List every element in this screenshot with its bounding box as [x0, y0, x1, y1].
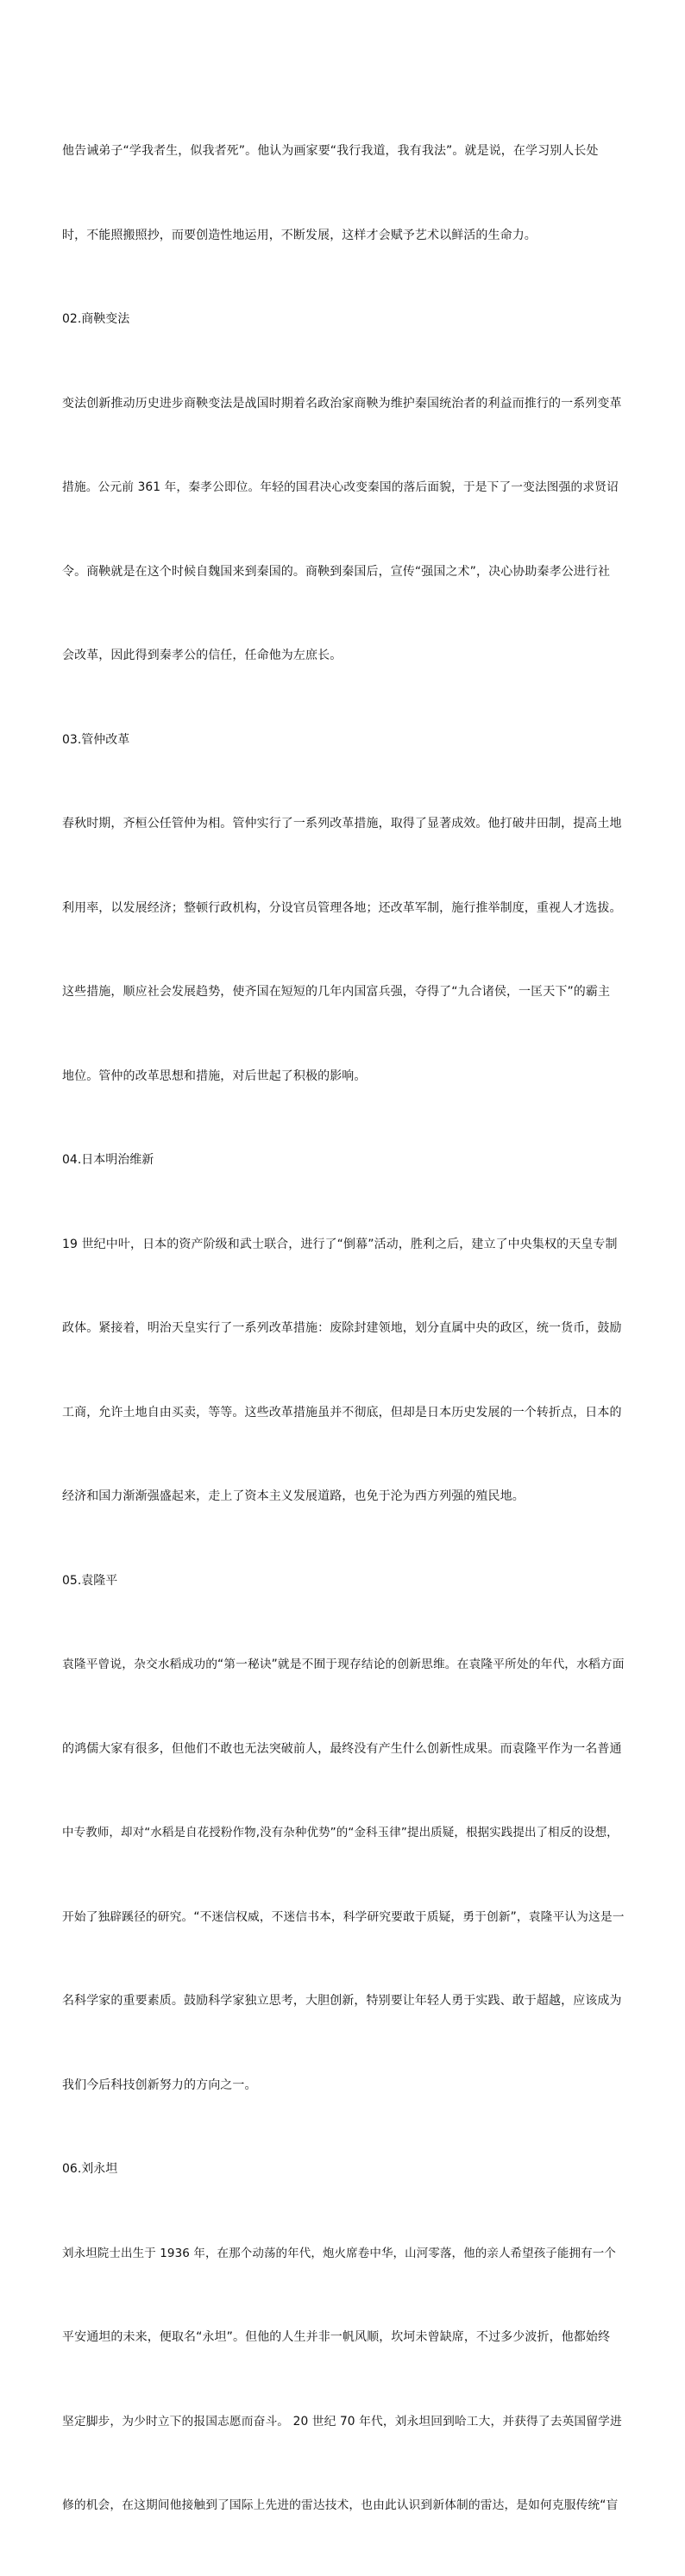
text-line: 经济和国力渐渐强盛起来，走上了资本主义发展道路，也免于沦为西方列强的殖民地。 [62, 1489, 525, 1503]
section-meiji [62, 1146, 625, 1567]
text-line: 的鸿儒大家有很多，但他们不敢也无法突破前人，最终没有产生什么创新性成果。而袁隆平作为一名普通 [62, 1741, 622, 1756]
text-line: 开始了独辟蹊径的研究。“不迷信权威，不迷信书本，科学研究要敢于质疑，勇于创新”，袁隆平认为这是一 [62, 1909, 625, 1924]
text-line: 中专教师，却对“水稻是自花授粉作物,没有杂种优势”的“金科玉律”提出质疑，根据实践提出了相反的设想， [62, 1826, 619, 1840]
text-line: 19 世纪中叶，日本的资产阶级和武士联合，进行了“倒幕”活动，胜利之后，建立了中央集权的天皇专制 [62, 1237, 618, 1251]
section-heading: 03.管仲改革 [62, 732, 130, 747]
text-line: 名科学家的重要素质。鼓励科学家独立思考，大胆创新，特别要让年轻人勇于实践、敢于超越，应该成为 [62, 1994, 622, 2008]
text-line: 利用率，以发展经济；整顿行政机构，分设官员管理各地；还改革军制，施行推举制度，重视人才选拔。 [62, 900, 622, 915]
section-guanzhong [62, 726, 625, 1147]
text-line: 变法创新推动历史进步商鞅变法是战国时期着名政治家商鞅为维护秦国统治者的利益而推行的一系列变革 [62, 396, 622, 411]
text-line: 政体。紧接着，明治天皇实行了一系列改革措施：废除封建领地，划分直属中央的政区，统一货币，鼓励 [62, 1321, 622, 1335]
text-line: 地位。管仲的改革思想和措施，对后世起了积极的影响。 [62, 1069, 367, 1083]
text-line: 刘永坦院士出生于 1936 年，在那个动荡的年代，炮火席卷中华，山河零落，他的亲人希望孩子能拥有一个 [62, 2246, 616, 2260]
section-intro [62, 81, 625, 305]
text-line: 会改革，因此得到秦孝公的信任，任命他为左庶长。 [62, 649, 342, 662]
text-line: 措施。公元前 361 年，秦孝公即位。年轻的国君决心改变秦国的落后面貌，于是下了一变法图强的求贤诏 [62, 480, 619, 494]
text-line: 令。商鞅就是在这个时候自魏国来到秦国的。商鞅到秦国后，宣传“强国之术”，决心协助秦孝公进行社 [62, 564, 611, 579]
text-line: 袁隆平曾说，杂交水稻成功的“第一秘诀”就是不囿于现存结论的创新思维。在袁隆平所处的年代，水稻方面 [62, 1658, 625, 1671]
paragraph-liuyongtan [62, 2184, 625, 2576]
section-heading: 02.商鞅变法 [62, 312, 130, 326]
text-line: 时，不能照搬照抄，而要创造性地运用，不断发展，这样才会赋予艺术以鲜活的生命力。 [62, 228, 537, 242]
text-line: 这些措施，顺应社会发展趋势，使齐国在短短的几年内国富兵强，夺得了“九合诸侯，一匡天下”的霸主 [62, 985, 611, 999]
document-body [62, 81, 625, 2576]
text-line: 他告诫弟子“学我者生，似我者死”。他认为画家要“我行我道，我有我法”。就是说，在学习别人长处 [62, 144, 599, 158]
section-heading: 05.袁隆平 [62, 1573, 118, 1588]
paragraph-guanzhong [62, 754, 625, 1146]
section-heading: 06.刘永坦 [62, 2162, 118, 2176]
paragraph-yuanlongping [62, 1595, 625, 2155]
text-line: 坚定脚步，为少时立下的报国志愿而奋斗。 20 世纪 70 年代，刘永坦回到哈工大，并获得了去英国留学进 [62, 2414, 622, 2429]
section-heading: 04.日本明治维新 [62, 1153, 154, 1167]
text-line: 修的机会，在这期间他接触到了国际上先进的雷达技术，也由此认识到新体制的雷达，是如何克服传统“盲 [62, 2498, 619, 2512]
section-shangyang [62, 305, 625, 726]
text-line: 工商，允许土地自由买卖，等等。这些改革措施虽并不彻底，但却是日本历史发展的一个转折点，日本的 [62, 1405, 622, 1420]
text-line: 平安通坦的未来，便取名“永坦”。但他的人生并非一帆风顺，坎坷未曾缺席，不过多少波折，他都始终 [62, 2330, 611, 2344]
paragraph-shangyang [62, 334, 625, 726]
section-liuyongtan [62, 2155, 625, 2576]
paragraph-meiji [62, 1175, 625, 1567]
text-line: 我们今后科技创新努力的方向之一。 [62, 2078, 257, 2092]
text-line: 春秋时期，齐桓公任管仲为相。管仲实行了一系列改革措施，取得了显著成效。他打破井田制，提高土地 [62, 817, 622, 830]
section-yuanlongping [62, 1567, 625, 2156]
paragraph-intro [62, 81, 625, 305]
